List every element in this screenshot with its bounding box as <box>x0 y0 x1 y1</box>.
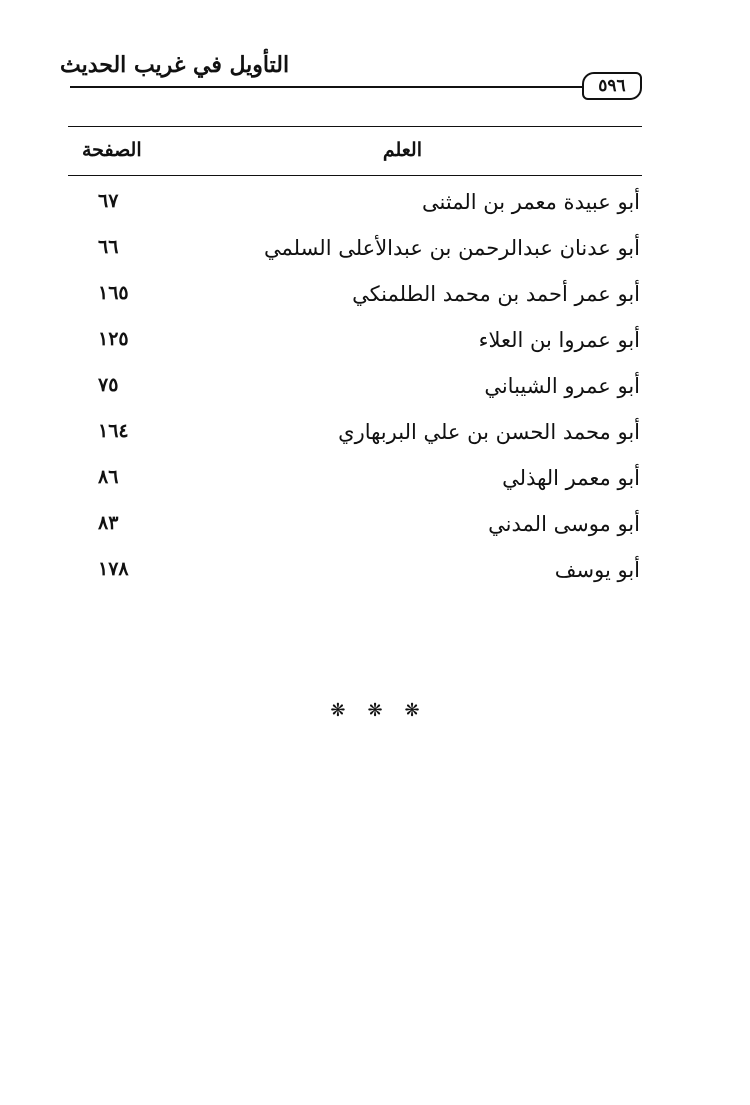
table-row <box>68 274 642 320</box>
table-body <box>68 182 642 596</box>
section-end-ornament: ❋❋❋ <box>330 700 442 721</box>
index-table <box>68 126 642 596</box>
page-reference: ٧٥ <box>98 374 119 396</box>
table-row <box>68 182 642 228</box>
page-reference: ٦٦ <box>98 236 119 258</box>
page-reference: ٦٧ <box>98 190 119 212</box>
table-row <box>68 228 642 274</box>
person-name: أبو عمر أحمد بن محمد الطلمنكي <box>352 282 640 306</box>
page-reference: ١٦٤ <box>98 420 129 442</box>
page-reference: ١٦٥ <box>98 282 129 304</box>
page-reference: ٨٣ <box>98 512 119 534</box>
table-row <box>68 504 642 550</box>
name-column-header: العلم <box>382 139 422 161</box>
book-title: التأويل في غريب الحديث <box>60 52 290 78</box>
person-name: أبو عمروا بن العلاء <box>478 328 640 352</box>
header-rule <box>70 86 585 88</box>
person-name: أبو محمد الحسن بن علي البربهاري <box>338 420 640 444</box>
page-reference: ١٧٨ <box>98 558 129 580</box>
table-header-rule <box>68 175 642 176</box>
page-reference: ١٢٥ <box>98 328 129 350</box>
table-row <box>68 412 642 458</box>
person-name: أبو عدنان عبدالرحمن بن عبدالأعلى السلمي <box>263 236 640 260</box>
page-column-header: الصفحة <box>82 139 142 161</box>
table-row <box>68 366 642 412</box>
person-name: أبو يوسف <box>554 558 640 582</box>
person-name: أبو معمر الهذلي <box>502 466 640 490</box>
table-row <box>68 458 642 504</box>
person-name: أبو موسى المدني <box>488 512 640 536</box>
table-row <box>68 320 642 366</box>
page-header <box>0 0 750 110</box>
page-number: ٥٩٦ <box>582 72 642 100</box>
page-reference: ٨٦ <box>98 466 119 488</box>
table-row <box>68 550 642 596</box>
table-header-row <box>68 127 642 175</box>
person-name: أبو عمرو الشيباني <box>484 374 640 398</box>
person-name: أبو عبيدة معمر بن المثنى <box>422 190 640 214</box>
